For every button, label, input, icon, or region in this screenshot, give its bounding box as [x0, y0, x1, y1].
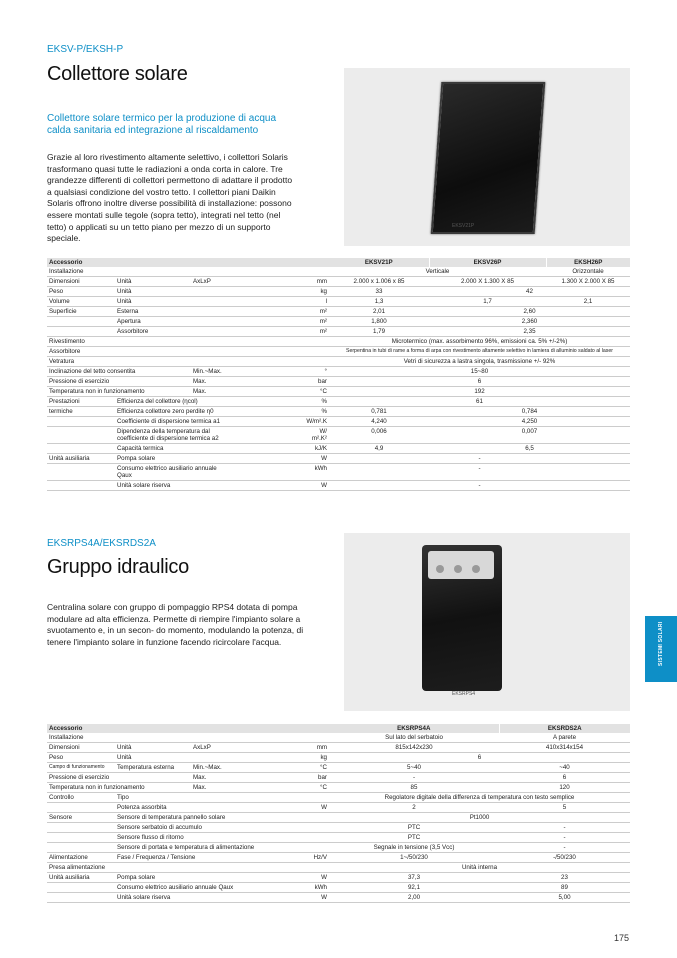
unit: W: [263, 873, 329, 883]
row-label: [47, 317, 115, 327]
unit: %: [263, 397, 329, 407]
row-label: [47, 823, 115, 833]
unit: bar: [263, 773, 329, 783]
row-label: Inclinazione del tetto consentita: [47, 367, 191, 377]
cell: Unità: [115, 753, 191, 763]
row-label: Presa alimentazione: [47, 863, 329, 873]
controller-panel: [428, 551, 494, 579]
cell: Apertura: [115, 317, 263, 327]
cell: 1,800: [329, 317, 429, 327]
cell: 1.300 X 2.000 X 85: [546, 277, 630, 287]
cell: Tipo: [115, 793, 263, 803]
unit: W: [263, 803, 329, 813]
row-label: [47, 417, 115, 427]
cell: -: [329, 464, 630, 481]
row-label: Pressione di esercizio: [47, 377, 191, 387]
unit: kg: [263, 287, 329, 297]
cell: Pt1000: [329, 813, 630, 823]
row-label: [47, 327, 115, 337]
unit: m²: [263, 317, 329, 327]
unit: °C: [263, 387, 329, 397]
col-header: EKSV26P: [429, 258, 546, 267]
cell: [115, 427, 263, 444]
cell: [191, 753, 263, 763]
section-side-tab: [645, 616, 677, 682]
description: Grazie al loro rivestimento altamente selettivo, i collettori Solaris trasformano quasi tutte le radiazioni a onda corta in calore. Tre grandezze differenti di collettori permettono di adattare il prodotto a qualsiasi condizione del vostro tetto. I collettori piani Daikin Solaris offrono inoltre diverse possibilità di installazione: possono essere montati sulle tegole (sopra tetto), integrati nel tetto (nel tetto) o applicati su un tetto piano per mezzo di un supporto speciale.: [47, 152, 293, 244]
row-label: [47, 481, 115, 491]
row-label: Temperatura non in funzionamento: [47, 387, 191, 397]
row-label: Dimensioni: [47, 277, 115, 287]
description: Centralina solare con gruppo di pompaggio RPS4 dotata di pompa modulare ad alta efficienza. Permette di riempire l'impianto solare a svuotamento e, in un secon- do momento, modulando la potenza, di tenere l'impianto solare in funzione facendo ricircolare l'acqua.: [47, 602, 304, 647]
product-photo: [344, 68, 630, 246]
row-label: Pressione di esercizio: [47, 773, 191, 783]
cell: Serpentina in tubi di rame a forma di arpa con rivestimento altamente selettivo in lamiera di alluminio saldato al laser: [329, 347, 630, 357]
unit: kJ/K: [263, 444, 329, 454]
row-label: [47, 444, 115, 454]
cell: 42: [429, 287, 630, 297]
cell: 192: [329, 387, 630, 397]
cell: Max.: [191, 387, 263, 397]
unit: m²: [263, 327, 329, 337]
cell: 2,01: [329, 307, 429, 317]
cell: Unità interna: [329, 863, 630, 873]
col-header: EKSRPS4A: [329, 724, 499, 733]
cell: [191, 733, 263, 743]
cell-line: Dipendenza della temperatura dal: [117, 428, 210, 435]
unit: kWh: [263, 883, 329, 893]
cell: Sensore di portata e temperatura di alimentazione: [115, 843, 329, 853]
side-tab-label: SISTEMI SOLARI: [658, 621, 664, 666]
cell: Fase / Frequenza / Tensione: [115, 853, 263, 863]
unit: Hz/V: [263, 853, 329, 863]
unit: bar: [263, 377, 329, 387]
col-header: Accessorio: [47, 258, 329, 267]
cell: Efficienza del collettore (ηcol): [115, 397, 263, 407]
cell: 15~80: [329, 367, 630, 377]
cell: 4,240: [329, 417, 429, 427]
col-header: EKSV21P: [329, 258, 429, 267]
knob-icon: [454, 565, 462, 573]
cell: Pompa solare: [115, 873, 263, 883]
cell: Sul lato del serbatoio: [329, 733, 499, 743]
cell: 0,784: [429, 407, 630, 417]
cell: AxLxP: [191, 277, 263, 287]
cell: A parete: [499, 733, 630, 743]
unit: [263, 793, 329, 803]
knob-icon: [436, 565, 444, 573]
cell: PTC: [329, 823, 499, 833]
unit: °C: [263, 763, 329, 773]
cell: -/50/230: [499, 853, 630, 863]
cell: 5: [499, 803, 630, 813]
cell: 5,00: [499, 893, 630, 903]
row-label: Alimentazione: [47, 853, 115, 863]
product-code: EKSRPS4A/EKSRDS2A: [47, 538, 156, 549]
cell: Efficienza collettore zero perdite η0: [115, 407, 263, 417]
pump-station-image: [422, 545, 502, 691]
cell: -: [499, 833, 630, 843]
cell: 6,5: [429, 444, 630, 454]
knob-icon: [472, 565, 480, 573]
row-label: [47, 883, 115, 893]
cell-line: Qaux: [117, 472, 132, 479]
cell: 2,1: [546, 297, 630, 307]
cell: 2,00: [329, 893, 499, 903]
cell: 1,3: [329, 297, 429, 307]
cell: Sensore di temperatura pannello solare: [115, 813, 329, 823]
cell: 2,360: [429, 317, 630, 327]
cell: 410x314x154: [499, 743, 630, 753]
cell: 4,9: [329, 444, 429, 454]
cell: Sensore serbatoio di accumulo: [115, 823, 329, 833]
cell: 0,007: [429, 427, 630, 444]
col-header: EKSRDS2A: [499, 724, 630, 733]
cell: Min.~Max.: [191, 763, 263, 773]
row-label: [47, 464, 115, 481]
unit: W: [263, 454, 329, 464]
cell: Temperatura esterna: [115, 763, 191, 773]
col-header: Accessorio: [47, 724, 329, 733]
row-label: Peso: [47, 287, 115, 297]
product-photo: [344, 533, 630, 711]
unit: mm: [263, 277, 329, 287]
cell: Vetri di sicurezza a lastra singola, trasmissione +/- 92%: [329, 357, 630, 367]
row-label: Prestazioni: [47, 397, 115, 407]
row-label: Controllo: [47, 793, 115, 803]
subtitle: Collettore solare termico per la produzione di acqua calda sanitaria ed integrazione al riscaldamento: [47, 113, 277, 136]
cell: Consumo elettrico ausiliario annuale Qaux: [115, 883, 263, 893]
row-label: Temperatura non in funzionamento: [47, 783, 191, 793]
cell: Unità: [115, 743, 191, 753]
cell: 0,006: [329, 427, 429, 444]
cell: 5~40: [329, 763, 499, 773]
unit: mm: [263, 743, 329, 753]
unit: W: [263, 893, 329, 903]
cell: 6: [329, 377, 630, 387]
cell-line: Consumo elettrico ausiliario annuale: [117, 465, 217, 472]
cell: Max.: [191, 377, 263, 387]
cell: Unità solare riserva: [115, 481, 263, 491]
image-caption: EKSV21P: [452, 223, 475, 229]
unit-line: W/: [319, 428, 327, 435]
cell: Sensore flusso di ritorno: [115, 833, 329, 843]
col-header: EKSH26P: [546, 258, 630, 267]
cell: PTC: [329, 833, 499, 843]
row-label: [47, 843, 115, 853]
cell: 6: [499, 773, 630, 783]
cell: Orizzontale: [546, 267, 630, 277]
product-code: EKSV-P/EKSH-P: [47, 44, 124, 55]
cell: 1,7: [429, 297, 546, 307]
cell: AxLxP: [191, 743, 263, 753]
row-label: Unità ausiliaria: [47, 873, 115, 883]
cell: Segnale in tensione (3,5 Vcc): [329, 843, 499, 853]
unit-line: m².K²: [311, 435, 327, 442]
cell: 33: [329, 287, 429, 297]
row-label: Dimensioni: [47, 743, 115, 753]
cell: Assorbitore: [115, 327, 263, 337]
row-label: Superficie: [47, 307, 115, 317]
cell: Regolatore digitale della differenza di temperatura con testo semplice: [329, 793, 630, 803]
row-label: Installazione: [47, 733, 115, 743]
cell: -: [499, 843, 630, 853]
unit: kg: [263, 753, 329, 763]
unit: °: [263, 367, 329, 377]
cell: Esterna: [115, 307, 263, 317]
row-label: [47, 803, 115, 813]
spec-table-gruppo: [47, 724, 630, 903]
row-label: [47, 833, 115, 843]
page-title: Gruppo idraulico: [47, 556, 189, 578]
row-label: Rivestimento: [47, 337, 329, 347]
cell: 92,1: [329, 883, 499, 893]
spec-table-collettore: [47, 258, 630, 491]
cell: Max.: [191, 783, 263, 793]
cell: Potenza assorbita: [115, 803, 263, 813]
cell: Verticale: [329, 267, 546, 277]
cell: 89: [499, 883, 630, 893]
cell: [115, 733, 191, 743]
cell: 2.000 X 1.300 X 85: [429, 277, 546, 287]
cell: Microtermico (max. assorbimento 96%, emissioni ca. 5% +/-2%): [329, 337, 630, 347]
cell: 2.000 x 1.006 x 85: [329, 277, 429, 287]
cell: 4,250: [429, 417, 630, 427]
row-label: Unità ausiliaria: [47, 454, 115, 464]
cell: -: [329, 773, 499, 783]
row-label: Vetratura: [47, 357, 329, 367]
cell: 815x142x230: [329, 743, 499, 753]
cell-line: coefficiente di dispersione termica a2: [117, 435, 219, 442]
unit: l: [263, 297, 329, 307]
row-label: Peso: [47, 753, 115, 763]
unit: °C: [263, 783, 329, 793]
cell: 1~/50/230: [329, 853, 499, 863]
row-label: Campo di funzionamento: [47, 763, 115, 773]
cell: 23: [499, 873, 630, 883]
page-number: 175: [614, 933, 630, 943]
cell: Unità: [115, 297, 263, 307]
cell: 6: [329, 753, 630, 763]
unit: [263, 427, 329, 444]
cell: [115, 464, 263, 481]
image-caption: EKSRPS4: [452, 691, 476, 697]
row-label: Sensore: [47, 813, 115, 823]
row-label: Volume: [47, 297, 115, 307]
cell: Unità solare riserva: [115, 893, 263, 903]
row-label: Assorbitore: [47, 347, 329, 357]
cell: 61: [329, 397, 630, 407]
row-label: Installazione: [47, 267, 329, 277]
cell: -: [499, 823, 630, 833]
cell: 2,60: [429, 307, 630, 317]
row-label: termiche: [47, 407, 115, 417]
cell: -: [329, 481, 630, 491]
unit: W: [263, 481, 329, 491]
row-label: [47, 427, 115, 444]
unit: %: [263, 407, 329, 417]
unit: [263, 733, 329, 743]
page-title: Collettore solare: [47, 63, 188, 85]
cell: 2,35: [429, 327, 630, 337]
row-label: [47, 893, 115, 903]
cell: 2: [329, 803, 499, 813]
unit: W/m².K: [263, 417, 329, 427]
cell: Unità: [115, 277, 191, 287]
cell: -: [329, 454, 630, 464]
cell: Max.: [191, 773, 263, 783]
cell: ~40: [499, 763, 630, 773]
cell: 120: [499, 783, 630, 793]
cell: 37,3: [329, 873, 499, 883]
cell: Coefficiente di dispersione termica a1: [115, 417, 263, 427]
unit: m²: [263, 307, 329, 317]
cell: Pompa solare: [115, 454, 263, 464]
cell: Min.~Max.: [191, 367, 263, 377]
unit: kWh: [263, 464, 329, 481]
cell: 1,79: [329, 327, 429, 337]
cell: Capacità termica: [115, 444, 263, 454]
cell: Unità: [115, 287, 263, 297]
cell: 85: [329, 783, 499, 793]
cell: 0,781: [329, 407, 429, 417]
solar-collector-image: [431, 82, 546, 234]
